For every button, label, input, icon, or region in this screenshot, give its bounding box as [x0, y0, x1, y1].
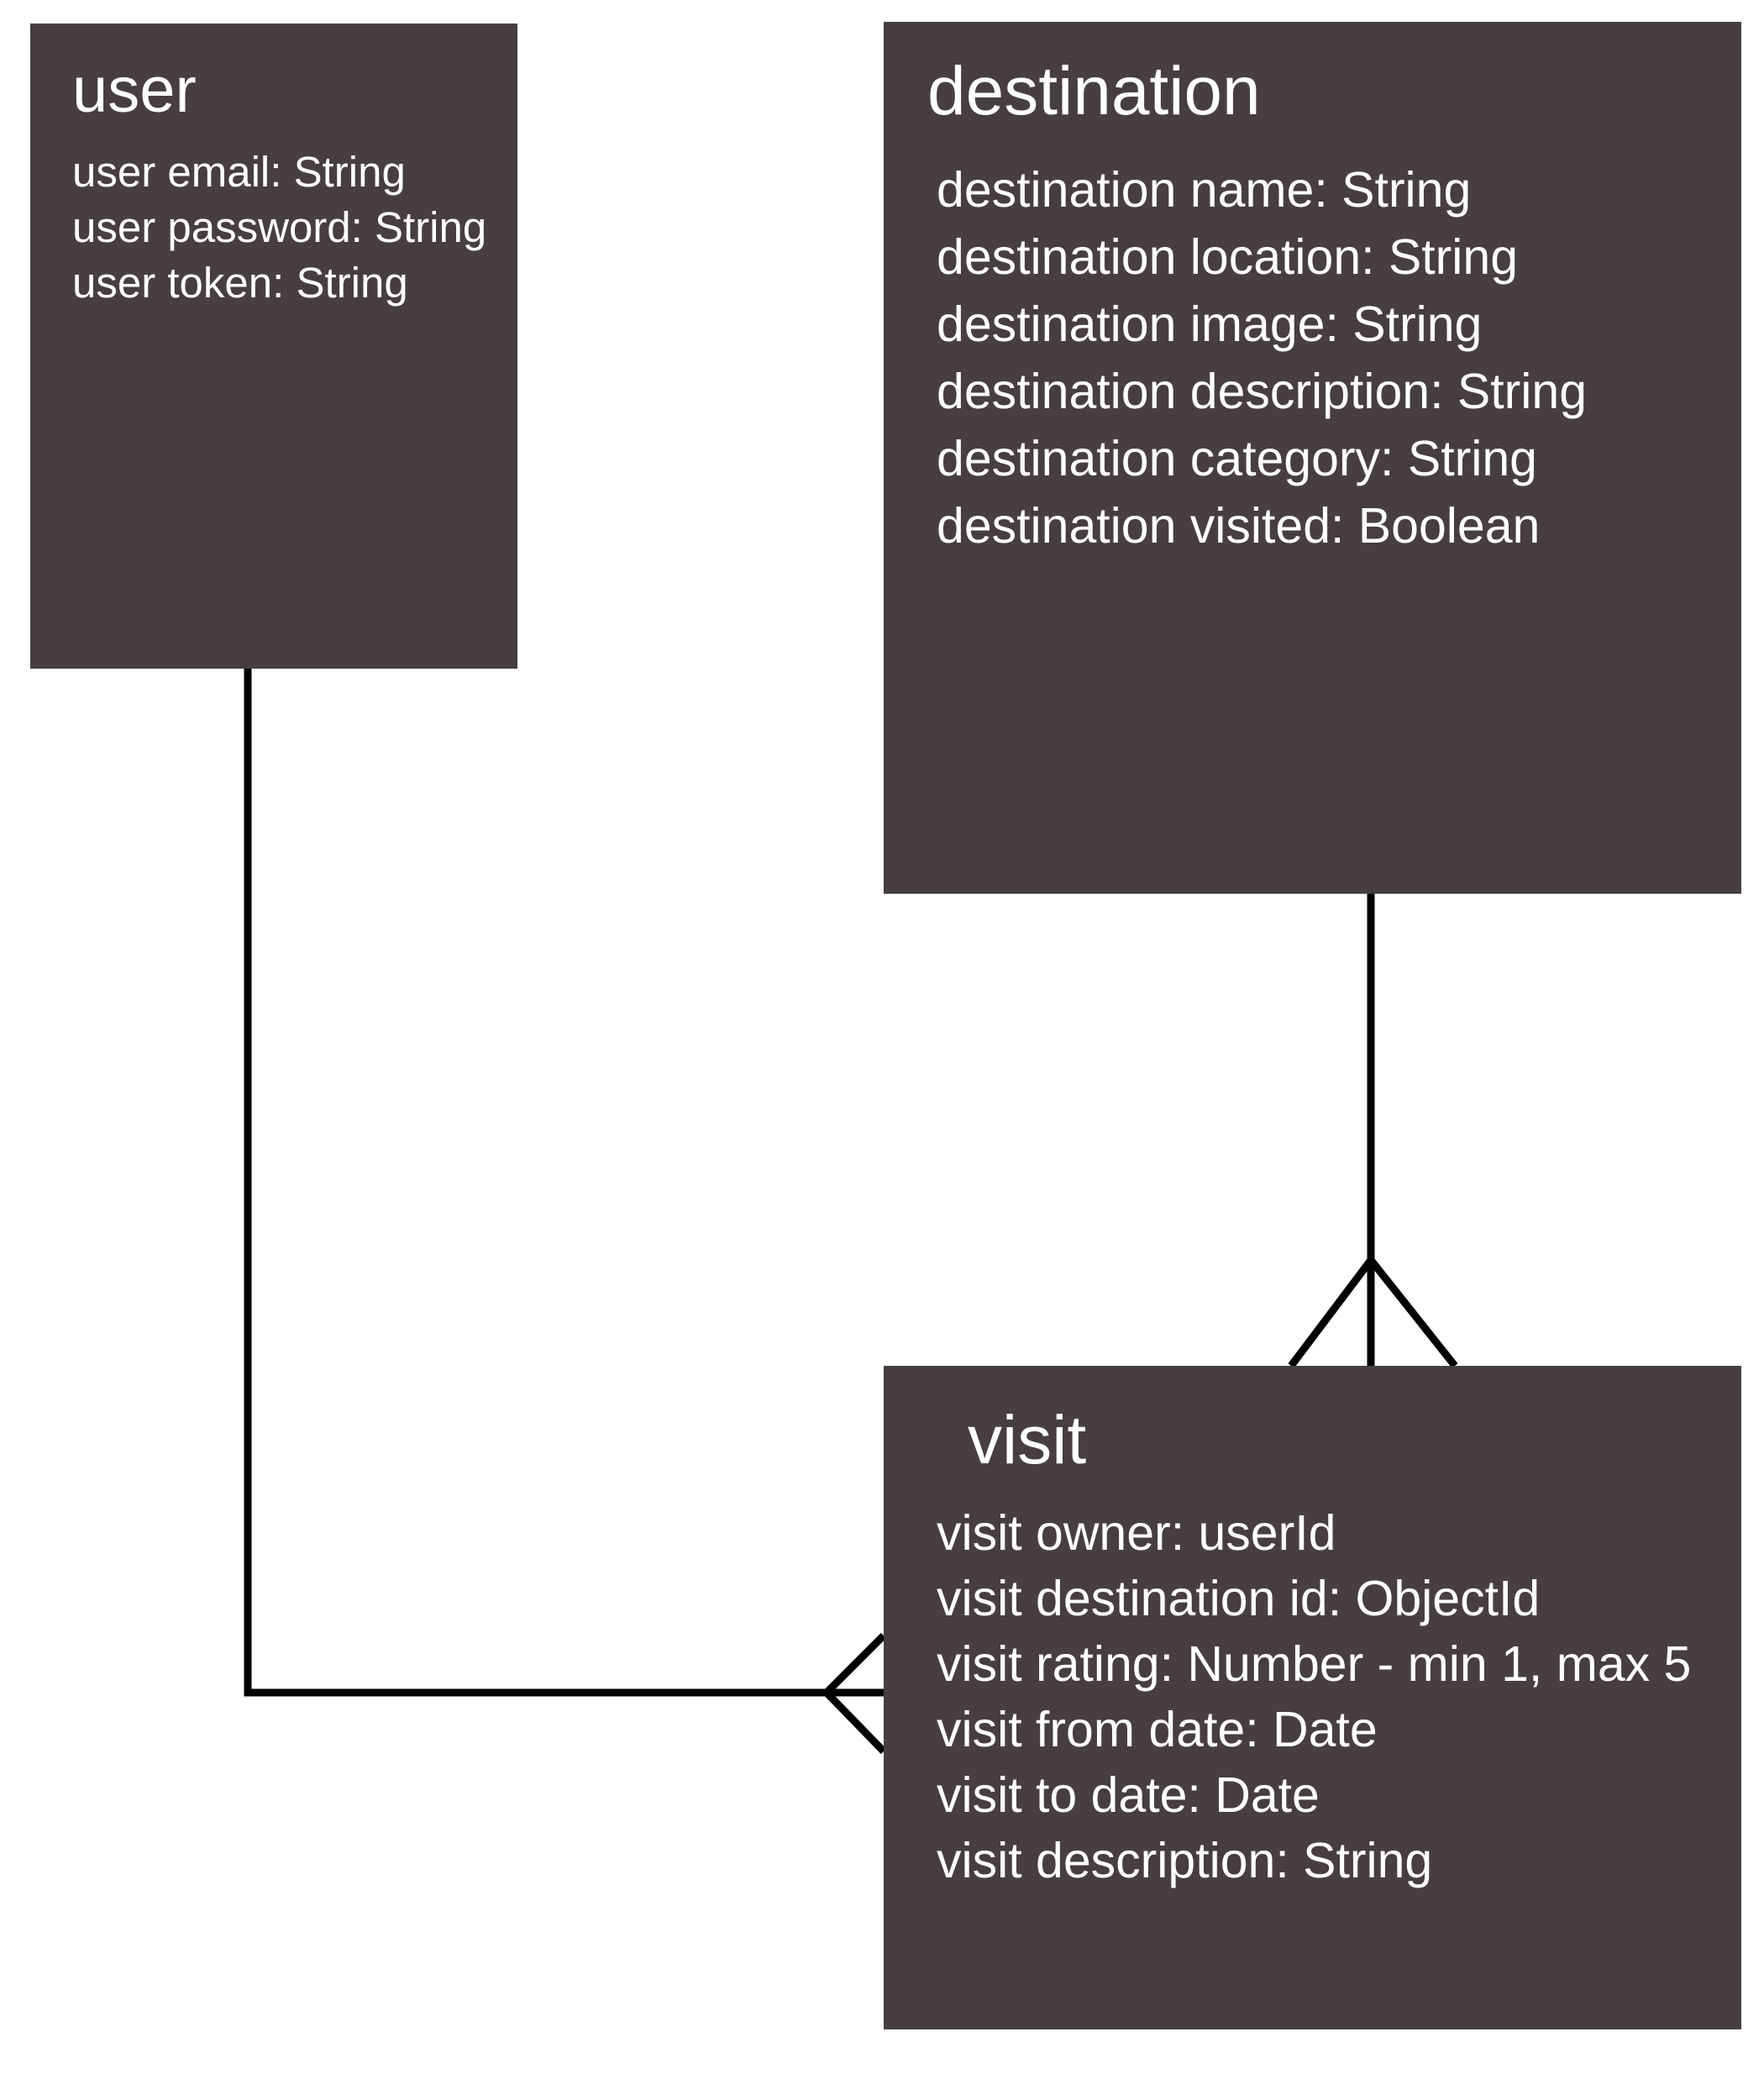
visit-entity-title: visit	[968, 1402, 1087, 1478]
user-entity	[30, 24, 517, 669]
destination-attribute: destination name: String	[937, 162, 1472, 218]
user-visit-relationship	[248, 669, 884, 1751]
visit-attribute-list	[937, 1500, 1691, 1893]
visit-attribute: visit to date: Date	[937, 1767, 1320, 1823]
visit-attribute: visit from date: Date	[937, 1702, 1378, 1757]
visit-attribute: visit owner: userId	[937, 1505, 1336, 1561]
visit-attribute: visit description: String	[937, 1833, 1433, 1888]
user-entity-title: user	[72, 55, 197, 126]
destination-attribute-list	[937, 156, 1587, 559]
visit-attribute: visit destination id: ObjectId	[937, 1571, 1541, 1626]
destination-attribute: destination image: String	[937, 297, 1483, 352]
user-attribute: user email: String	[72, 148, 406, 196]
destination-attribute: destination visited: Boolean	[937, 498, 1541, 554]
user-attribute: user token: String	[72, 259, 408, 307]
destination-entity-title: destination	[927, 53, 1261, 129]
user-attribute-list	[72, 144, 486, 311]
destination-attribute: destination location: String	[937, 229, 1519, 285]
user-visit-line	[248, 669, 884, 1693]
destination-attribute: destination category: String	[937, 431, 1537, 486]
visit-entity	[884, 1366, 1741, 2029]
destination-attribute: destination description: String	[937, 364, 1588, 419]
destination-visit-relationship	[1291, 894, 1455, 1366]
visit-attribute: visit rating: Number - min 1, max 5	[937, 1636, 1692, 1692]
user-attribute: user password: String	[72, 203, 487, 251]
destination-entity	[884, 22, 1741, 894]
